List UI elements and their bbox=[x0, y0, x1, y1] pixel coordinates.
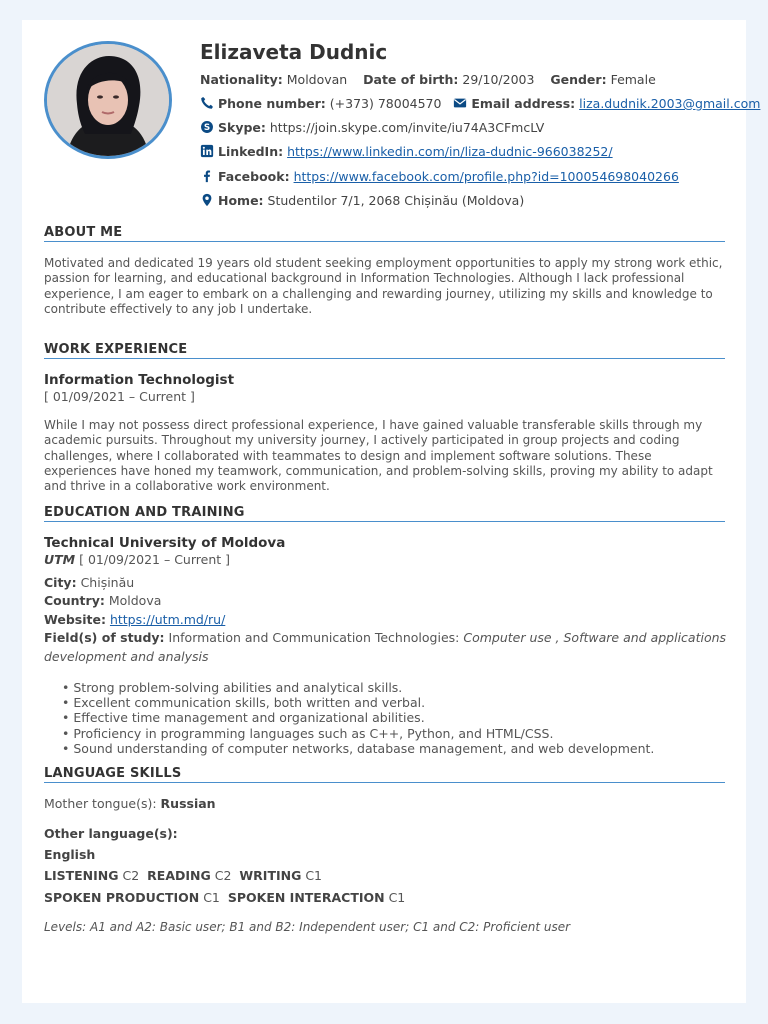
city-label: City: bbox=[44, 575, 77, 590]
dob-label: Date of birth: bbox=[363, 72, 459, 87]
list-item: • Proficiency in programming languages such as C++, Python, and HTML/CSS. bbox=[62, 726, 722, 741]
levels-note: Levels: A1 and A2: Basic user; B1 and B2: Independent user; C1 and C2: Proficient user bbox=[44, 920, 571, 934]
personal-info-row bbox=[200, 72, 656, 87]
work-section-title: WORK EXPERIENCE bbox=[44, 342, 725, 359]
school-name: Technical University of Moldova bbox=[44, 535, 286, 551]
list-item: • Effective time management and organizational abilities. bbox=[62, 710, 722, 725]
facebook-label: Facebook: bbox=[218, 169, 290, 184]
school-city-row bbox=[44, 575, 134, 590]
facebook-icon bbox=[200, 169, 214, 183]
school-website-row bbox=[44, 612, 225, 627]
city-value: Chișinău bbox=[80, 575, 135, 590]
profile-photo bbox=[44, 41, 172, 159]
dob-value: 29/10/2003 bbox=[462, 72, 535, 87]
skype-label: Skype: bbox=[218, 120, 266, 135]
envelope-icon bbox=[453, 96, 467, 110]
about-text: Motivated and dedicated 19 years old student seeking employment opportunities to apply my strong work ethic, passion for learning, and educational background in Information Technologies. Although I lack professional experience, I am eager to embark on a challenging and rewarding journey, utilizing my skills and knowledge to contribute effectively to any job I undertake. bbox=[44, 256, 723, 316]
website-link[interactable]: https://utm.md/ru/ bbox=[109, 612, 226, 627]
facebook-link[interactable]: https://www.facebook.com/profile.php?id=100054698040266 bbox=[293, 169, 679, 184]
school-country-row bbox=[44, 593, 161, 608]
country-label: Country: bbox=[44, 593, 105, 608]
svg-text:S: S bbox=[203, 123, 211, 134]
linkedin-label: LinkedIn: bbox=[218, 144, 284, 159]
phone-label: Phone number: bbox=[218, 96, 326, 111]
contact-row bbox=[200, 96, 760, 111]
school-abbr: UTM bbox=[44, 552, 76, 567]
field-of-study-row bbox=[44, 630, 726, 645]
spoken-production-level: C1 bbox=[203, 890, 220, 905]
nationality-value: Moldovan bbox=[286, 72, 348, 87]
school-dates: [ 01/09/2021 – Current ] bbox=[79, 552, 231, 567]
job-title: Information Technologist bbox=[44, 372, 235, 388]
list-item: • Strong problem-solving abilities and analytical skills. bbox=[62, 680, 722, 695]
skills-list bbox=[62, 680, 722, 756]
facebook-row bbox=[200, 169, 679, 184]
school-abbr-dates bbox=[44, 552, 230, 567]
language-levels-row-2 bbox=[44, 890, 405, 905]
person-name: Elizaveta Dudnic bbox=[200, 40, 388, 64]
language-levels-row-1 bbox=[44, 868, 322, 883]
field-detail-continued: development and analysis bbox=[44, 649, 209, 664]
other-languages-heading: Other language(s): bbox=[44, 826, 178, 841]
skype-value: https://join.skype.com/invite/iu74A3CFmcLV bbox=[269, 120, 545, 135]
skype-row bbox=[200, 120, 544, 135]
reading-label: READING bbox=[147, 868, 211, 883]
writing-label: WRITING bbox=[239, 868, 302, 883]
mother-tongue-row bbox=[44, 796, 216, 811]
spoken-interaction-label: SPOKEN INTERACTION bbox=[227, 890, 385, 905]
field-value: Information and Communication Technologies: bbox=[168, 630, 460, 645]
list-item: • Excellent communication skills, both written and verbal. bbox=[62, 695, 722, 710]
list-item: • Sound understanding of computer networks, database management, and web development. bbox=[62, 741, 722, 756]
language-name bbox=[44, 847, 95, 862]
phone-icon bbox=[200, 96, 214, 110]
spoken-interaction-level: C1 bbox=[388, 890, 406, 905]
cv-page bbox=[22, 20, 761, 1003]
field-label: Field(s) of study: bbox=[44, 630, 165, 645]
other-languages-label bbox=[44, 826, 178, 841]
job-dates: [ 01/09/2021 – Current ] bbox=[44, 389, 195, 404]
writing-level: C1 bbox=[305, 868, 323, 883]
work-text: While I may not possess direct professional experience, I have gained valuable transferable skills through my academic pursuits. Throughout my university journey, I actively participated in group projects and coding challenges, where I collaborated with teammates to design and implement software solutions. These experiences have honed my teamwork, communication, and problem-solving skills, proving my ability to adapt and thrive in a collaborative work environment. bbox=[44, 418, 713, 494]
skype-icon bbox=[200, 120, 214, 134]
email-label: Email address: bbox=[471, 96, 576, 111]
email-link[interactable]: liza.dudnik.2003@gmail.com bbox=[579, 96, 761, 111]
country-value: Moldova bbox=[108, 593, 162, 608]
home-value: Studentilor 7/1, 2068 Chișinău (Moldova) bbox=[267, 193, 525, 208]
reading-level: C2 bbox=[214, 868, 232, 883]
listening-label: LISTENING bbox=[44, 868, 119, 883]
map-pin-icon bbox=[200, 193, 214, 207]
language-section-title: LANGUAGE SKILLS bbox=[44, 766, 725, 783]
home-row bbox=[200, 193, 524, 208]
gender-value: Female bbox=[610, 72, 656, 87]
gender-label: Gender: bbox=[550, 72, 607, 87]
home-label: Home: bbox=[218, 193, 264, 208]
website-label: Website: bbox=[44, 612, 106, 627]
mother-tongue-label: Mother tongue(s): bbox=[44, 796, 157, 811]
linkedin-row bbox=[200, 144, 613, 159]
field-detail: Computer use , Software and applications bbox=[463, 630, 727, 645]
education-section-title: EDUCATION AND TRAINING bbox=[44, 505, 725, 522]
phone-value: (+373) 78004570 bbox=[329, 96, 442, 111]
linkedin-icon bbox=[200, 144, 214, 158]
linkedin-link[interactable]: https://www.linkedin.com/in/liza-dudnic-966038252/ bbox=[287, 144, 613, 159]
nationality-label: Nationality: bbox=[200, 72, 283, 87]
mother-tongue-value: Russian bbox=[160, 796, 216, 811]
language-english: English bbox=[44, 847, 96, 862]
spoken-production-label: SPOKEN PRODUCTION bbox=[44, 890, 200, 905]
about-section-title: ABOUT ME bbox=[44, 225, 725, 242]
listening-level: C2 bbox=[122, 868, 140, 883]
